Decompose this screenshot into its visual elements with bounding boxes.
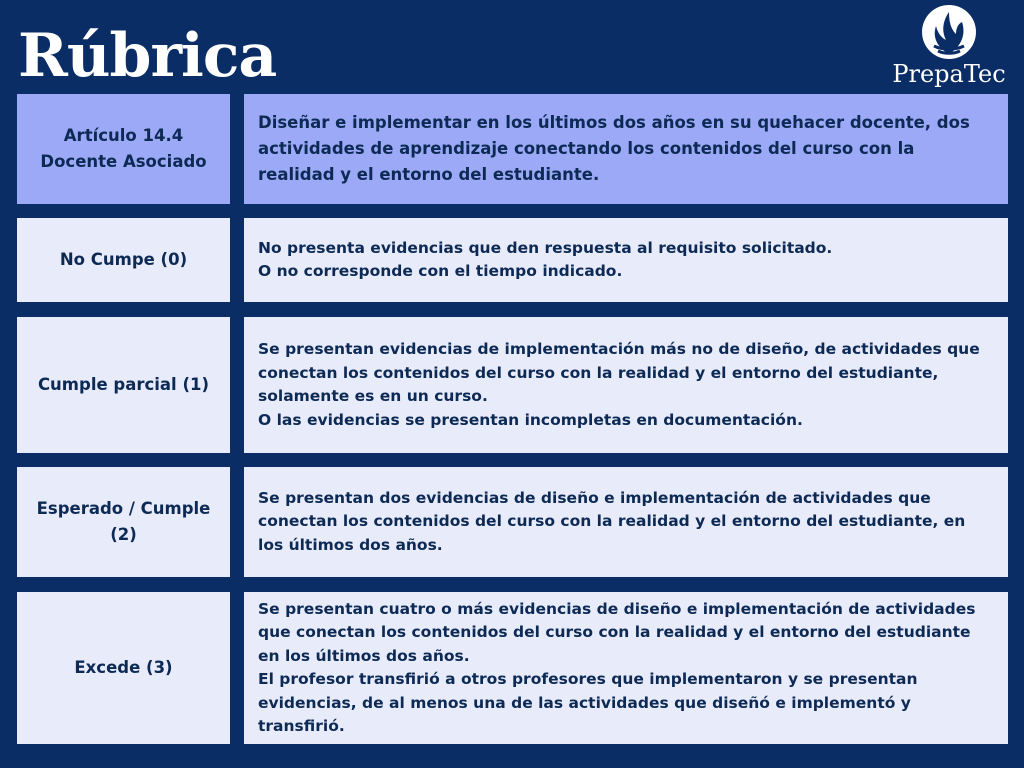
torch-flame-icon — [886, 4, 1012, 64]
level-label: No Cumpe (0) — [59, 250, 188, 269]
level-description-cell — [244, 592, 1008, 744]
header-description-cell — [244, 94, 1008, 204]
criterion-text: Se presentan cuatro o más evidencias de diseño e implementación de actividades que conectan los contenidos del curso con la realidad y el entorno del estudiante en los últimos dos años. — [258, 599, 976, 665]
level-description-cell — [244, 218, 1008, 302]
criterion-text: Se presentan evidencias de implementación más no de diseño, de actividades que conectan los contenidos del curso con la realidad y el entorno del estudiante, solamente es en un curso. — [258, 340, 980, 405]
level-description-cell — [244, 467, 1008, 577]
level-label-cell — [17, 317, 230, 453]
logo-text: PrepaTec — [892, 60, 1006, 88]
header-label-cell — [17, 94, 230, 204]
criterion-text: O las evidencias se presentan incompletas en documentación. — [258, 410, 803, 429]
criterion-text: Se presentan dos evidencias de diseño e implementación de actividades que conectan los contenidos del curso con la realidad y el entorno del estudiante, en los últimos dos años. — [258, 488, 966, 554]
level-label-cell — [17, 592, 230, 744]
level-label-cell — [17, 467, 230, 577]
prepatec-logo — [886, 4, 1012, 96]
criterion-text: No presenta evidencias que den respuesta al requisito solicitado. — [258, 238, 833, 257]
criterion-text: O no corresponde con el tiempo indicado. — [258, 262, 623, 280]
level-label: Excede (3) — [74, 658, 173, 677]
level-description-cell — [244, 317, 1008, 453]
page-title: Rúbrica — [18, 21, 277, 91]
criterion-text: El profesor transfirió a otros profesores que implementaron y se presentan evidencias, de al menos una de las actividades que diseñó e implementó y transfirió. — [258, 670, 918, 735]
level-label: Esperado / Cumple (2) — [36, 499, 211, 544]
header-description: Diseñar e implementar en los últimos dos años en su quehacer docente, dos actividades de aprendizaje conectando los contenidos del curso con la realidad y el entorno del estudiante. — [258, 113, 970, 184]
role-label: Docente Asociado — [40, 152, 207, 171]
level-label: Cumple parcial (1) — [37, 375, 210, 394]
article-label: Artículo 14.4 — [63, 126, 184, 145]
level-label-cell — [17, 218, 230, 302]
